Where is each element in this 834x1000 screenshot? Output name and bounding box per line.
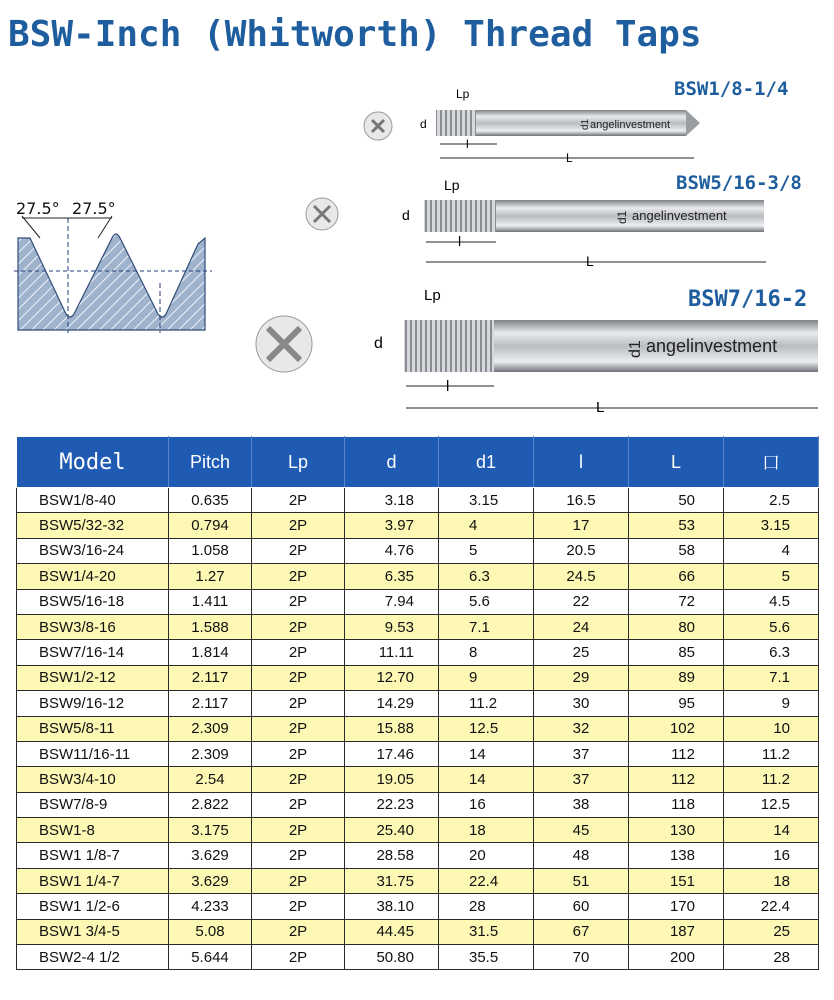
table-row [17,919,819,944]
cell-L: 80 [629,614,724,639]
table-row [17,945,819,970]
cell-d1: 20 [439,843,534,868]
cell-lp: 2P [252,488,345,513]
cell-pitch: 5.644 [169,945,252,970]
cell-square: 5.6 [724,614,819,639]
cell-d1: 14 [439,767,534,792]
cell-l: 22 [534,589,629,614]
cell-L: 95 [629,691,724,716]
cell-model: BSW1-8 [17,818,169,843]
cell-d1: 5 [439,538,534,563]
cell-lp: 2P [252,538,345,563]
cell-model: BSW7/8-9 [17,792,169,817]
tap-small-d1: d1 [580,118,591,130]
cell-d1: 3.15 [439,488,534,513]
cell-pitch: 2.54 [169,767,252,792]
cell-L: 112 [629,767,724,792]
cell-pitch: 3.629 [169,868,252,893]
cell-pitch: 1.814 [169,640,252,665]
cell-L: 187 [629,919,724,944]
cell-L: 130 [629,818,724,843]
tap-small [420,87,700,165]
cell-square: 7.1 [724,665,819,690]
cell-d1: 14 [439,741,534,766]
cell-model: BSW1/4-20 [17,564,169,589]
cell-square: 11.2 [724,741,819,766]
cell-lp: 2P [252,716,345,741]
cell-d: 9.53 [345,614,439,639]
cell-l: 29 [534,665,629,690]
tap-small-l: l [466,137,469,151]
table-row [17,691,819,716]
cell-square: 25 [724,919,819,944]
tap-large-d: d [374,335,383,352]
cell-model: BSW1 1/4-7 [17,868,169,893]
cell-L: 102 [629,716,724,741]
tap-diagram-svg [0,78,834,428]
cell-square: 11.2 [724,767,819,792]
cell-pitch: 2.309 [169,741,252,766]
cell-lp: 2P [252,843,345,868]
cell-d1: 18 [439,818,534,843]
cell-square: 5 [724,564,819,589]
cell-d: 14.29 [345,691,439,716]
table-row [17,614,819,639]
table-row [17,843,819,868]
spec-table [16,436,819,970]
header-square: 口 [724,437,819,488]
table-row [17,488,819,513]
cell-d1: 9 [439,665,534,690]
cell-pitch: 1.411 [169,589,252,614]
cell-model: BSW1 3/4-5 [17,919,169,944]
cell-model: BSW1/8-40 [17,488,169,513]
cell-square: 3.15 [724,513,819,538]
cell-l: 16.5 [534,488,629,513]
cell-lp: 2P [252,513,345,538]
cell-d1: 12.5 [439,716,534,741]
cell-lp: 2P [252,767,345,792]
cell-model: BSW1/2-12 [17,665,169,690]
header-pitch: Pitch [169,437,252,488]
cell-lp: 2P [252,614,345,639]
table-row [17,589,819,614]
cell-L: 72 [629,589,724,614]
cell-d1: 35.5 [439,945,534,970]
cell-d1: 11.2 [439,691,534,716]
cell-l: 17 [534,513,629,538]
cell-l: 24.5 [534,564,629,589]
header-d: d [345,437,439,488]
cell-lp: 2P [252,640,345,665]
cell-pitch: 2.117 [169,691,252,716]
table-row [17,665,819,690]
cell-model: BSW7/16-14 [17,640,169,665]
table-row [17,513,819,538]
cell-lp: 2P [252,691,345,716]
cell-d: 6.35 [345,564,439,589]
cell-model: BSW1 1/8-7 [17,843,169,868]
cell-l: 45 [534,818,629,843]
cell-lp: 2P [252,792,345,817]
tap-small-lp: Lp [456,87,470,101]
cell-pitch: 2.822 [169,792,252,817]
end-view-small [364,112,392,140]
cell-model: BSW2-4 1/2 [17,945,169,970]
cell-l: 67 [534,919,629,944]
cell-square: 9 [724,691,819,716]
cell-lp: 2P [252,945,345,970]
end-view-large [256,316,312,372]
cell-d: 4.76 [345,538,439,563]
cell-d1: 5.6 [439,589,534,614]
table-row [17,792,819,817]
cell-d: 12.70 [345,665,439,690]
cell-l: 48 [534,843,629,868]
cell-lp: 2P [252,589,345,614]
cell-l: 30 [534,691,629,716]
cell-l: 20.5 [534,538,629,563]
table-row [17,538,819,563]
cell-lp: 2P [252,665,345,690]
end-view-medium [306,198,338,230]
cell-L: 138 [629,843,724,868]
cell-d: 50.80 [345,945,439,970]
tap-small-d: d [420,117,427,131]
cell-d1: 31.5 [439,919,534,944]
cell-d: 3.97 [345,513,439,538]
tap-large-l: l [446,378,450,395]
cell-d: 15.88 [345,716,439,741]
header-model: Model [17,437,169,488]
cell-l: 51 [534,868,629,893]
cell-d1: 22.4 [439,868,534,893]
cell-d: 38.10 [345,894,439,919]
table-row [17,564,819,589]
cell-d1: 6.3 [439,564,534,589]
page-title: BSW-Inch (Whitworth) Thread Taps [8,14,702,55]
cell-pitch: 4.233 [169,894,252,919]
cell-lp: 2P [252,919,345,944]
tap-diagram [0,78,834,428]
cell-pitch: 0.635 [169,488,252,513]
table-row [17,894,819,919]
tap-medium-brand: angelinvestment [632,208,727,223]
tap-large-lp: Lp [424,287,441,304]
header-d1: d1 [439,437,534,488]
cell-L: 85 [629,640,724,665]
cell-model: BSW3/8-16 [17,614,169,639]
cell-l: 38 [534,792,629,817]
cell-pitch: 3.175 [169,818,252,843]
tap-medium-d: d [402,207,410,223]
thread-profile [14,199,212,333]
table-header-row [17,437,819,488]
table-row [17,868,819,893]
cell-d: 11.11 [345,640,439,665]
cell-model: BSW5/8-11 [17,716,169,741]
cell-d1: 7.1 [439,614,534,639]
cell-L: 53 [629,513,724,538]
cell-square: 10 [724,716,819,741]
cell-lp: 2P [252,818,345,843]
tap-small-brand: angelinvestment [590,119,671,131]
header-L: L [629,437,724,488]
cell-d1: 4 [439,513,534,538]
angle-right-label: 27.5° [72,199,116,218]
table-row [17,818,819,843]
cell-pitch: 2.309 [169,716,252,741]
tap-large-d1: d1 [627,340,644,358]
cell-square: 18 [724,868,819,893]
cell-d: 22.23 [345,792,439,817]
cell-d1: 16 [439,792,534,817]
cell-pitch: 1.588 [169,614,252,639]
tap-medium-L: L [586,253,594,269]
tap-large-brand: angelinvestment [646,336,778,356]
cell-lp: 2P [252,868,345,893]
cell-square: 6.3 [724,640,819,665]
tap-medium-l: l [458,233,462,249]
cell-pitch: 1.058 [169,538,252,563]
table-row [17,767,819,792]
cell-L: 151 [629,868,724,893]
angle-left-label: 27.5° [16,199,60,218]
cell-d: 25.40 [345,818,439,843]
cell-d: 19.05 [345,767,439,792]
cell-pitch: 3.629 [169,843,252,868]
cell-L: 89 [629,665,724,690]
table-row [17,716,819,741]
tap-large-L: L [596,399,605,416]
cell-pitch: 1.27 [169,564,252,589]
cell-pitch: 0.794 [169,513,252,538]
cell-L: 170 [629,894,724,919]
header-l: l [534,437,629,488]
cell-d: 17.46 [345,741,439,766]
cell-model: BSW5/32-32 [17,513,169,538]
cell-square: 4.5 [724,589,819,614]
cell-L: 58 [629,538,724,563]
cell-square: 28 [724,945,819,970]
cell-lp: 2P [252,894,345,919]
cell-L: 112 [629,741,724,766]
cell-square: 16 [724,843,819,868]
cell-l: 37 [534,741,629,766]
cell-d: 7.94 [345,589,439,614]
cell-model: BSW11/16-11 [17,741,169,766]
tap-medium-lp: Lp [444,177,460,193]
tap-label-2: BSW5/16-3/8 [676,172,802,194]
cell-square: 2.5 [724,488,819,513]
cell-pitch: 2.117 [169,665,252,690]
cell-pitch: 5.08 [169,919,252,944]
cell-square: 12.5 [724,792,819,817]
tap-label-3: BSW7/16-2 [688,287,808,312]
cell-l: 37 [534,767,629,792]
cell-lp: 2P [252,564,345,589]
cell-l: 24 [534,614,629,639]
cell-d1: 8 [439,640,534,665]
cell-square: 22.4 [724,894,819,919]
cell-L: 66 [629,564,724,589]
cell-lp: 2P [252,741,345,766]
cell-L: 50 [629,488,724,513]
cell-d1: 28 [439,894,534,919]
cell-l: 60 [534,894,629,919]
cell-model: BSW3/16-24 [17,538,169,563]
cell-L: 200 [629,945,724,970]
cell-model: BSW3/4-10 [17,767,169,792]
cell-L: 118 [629,792,724,817]
tap-medium-d1: d1 [615,210,629,224]
cell-d: 44.45 [345,919,439,944]
header-lp: Lp [252,437,345,488]
tap-label-1: BSW1/8-1/4 [674,78,789,100]
cell-l: 25 [534,640,629,665]
cell-model: BSW1 1/2-6 [17,894,169,919]
cell-d: 28.58 [345,843,439,868]
cell-d: 31.75 [345,868,439,893]
cell-square: 14 [724,818,819,843]
cell-l: 70 [534,945,629,970]
tap-small-L: L [566,151,573,165]
cell-model: BSW9/16-12 [17,691,169,716]
table-row [17,741,819,766]
table-row [17,640,819,665]
cell-d: 3.18 [345,488,439,513]
cell-model: BSW5/16-18 [17,589,169,614]
cell-square: 4 [724,538,819,563]
cell-l: 32 [534,716,629,741]
